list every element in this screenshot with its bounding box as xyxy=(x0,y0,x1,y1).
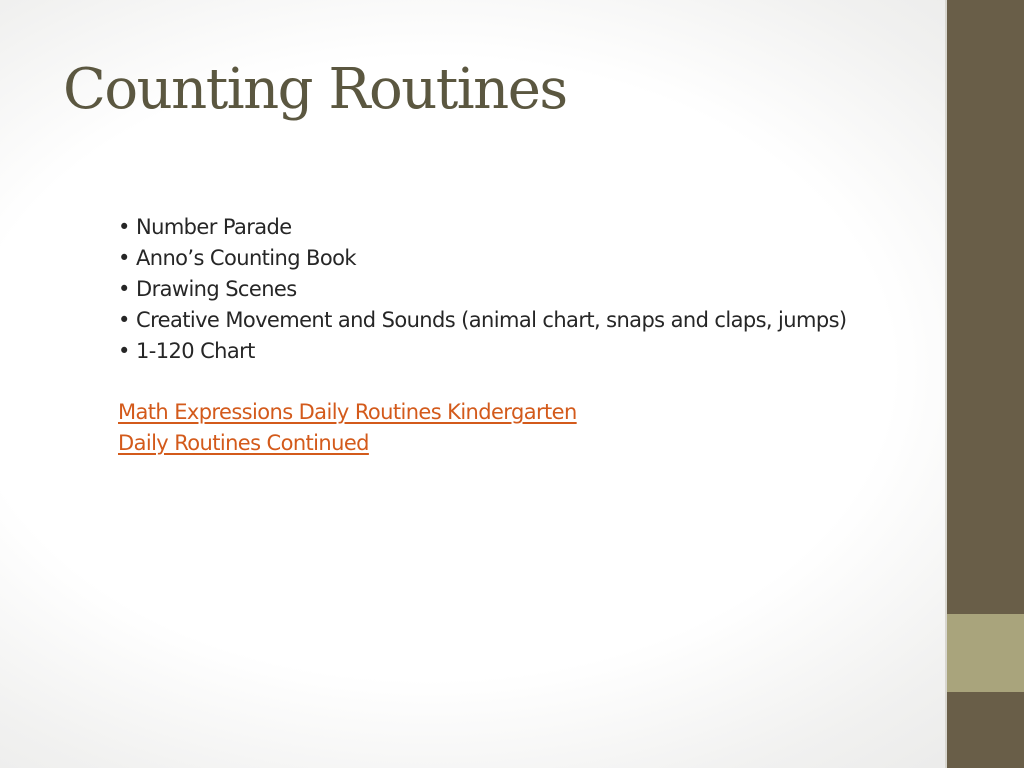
bullet-text: Creative Movement and Sounds (animal chart, snaps and claps, jumps) xyxy=(136,308,847,332)
slide-content xyxy=(118,212,938,459)
bullet-item xyxy=(118,212,938,243)
link-math-expressions-daily-routines[interactable]: Math Expressions Daily Routines Kindergarten xyxy=(118,400,577,424)
bullet-text: Anno’s Counting Book xyxy=(136,246,356,270)
decorative-side-accent xyxy=(947,614,1024,692)
bullet-icon: • xyxy=(118,215,130,239)
bullet-item xyxy=(118,305,938,336)
bullet-list xyxy=(118,212,938,367)
link-list xyxy=(118,397,938,459)
spacer xyxy=(118,367,938,397)
bullet-text: Drawing Scenes xyxy=(136,277,297,301)
bullet-icon: • xyxy=(118,246,130,270)
bullet-text: Number Parade xyxy=(136,215,292,239)
bullet-icon: • xyxy=(118,339,130,363)
bullet-text: 1-120 Chart xyxy=(136,339,255,363)
bullet-item xyxy=(118,243,938,274)
bullet-item xyxy=(118,274,938,305)
bullet-icon: • xyxy=(118,308,130,332)
link-daily-routines-continued[interactable]: Daily Routines Continued xyxy=(118,431,369,455)
slide-title: Counting Routines xyxy=(63,57,567,122)
bullet-icon: • xyxy=(118,277,130,301)
bullet-item xyxy=(118,336,938,367)
